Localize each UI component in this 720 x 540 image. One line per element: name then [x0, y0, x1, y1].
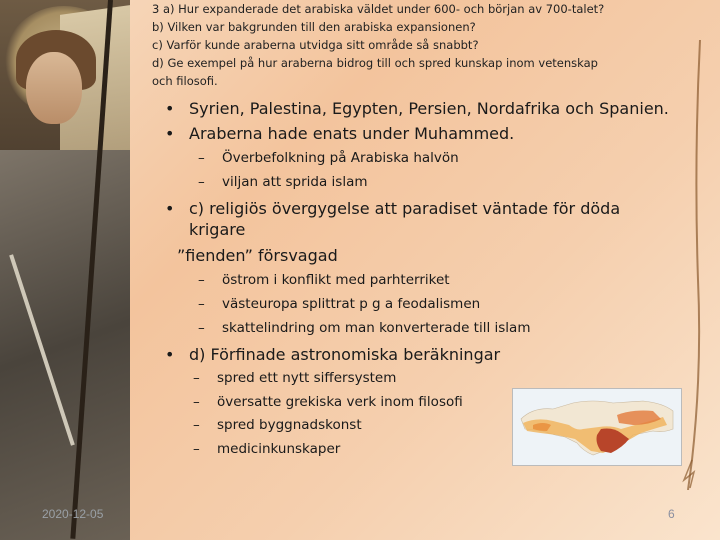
- painting-face: [26, 52, 82, 124]
- bullet-d-text: d) Förfinade astronomiska beräkningar: [189, 345, 501, 364]
- sub-text: västeuropa splittrat p g a feodalismen: [222, 296, 481, 312]
- sub-text: spred ett nytt siffersystem: [217, 370, 397, 386]
- painting-armor: [0, 150, 130, 540]
- dash-marker: –: [198, 174, 205, 190]
- sub-text: viljan att sprida islam: [222, 174, 368, 190]
- sub-text: östrom i konflikt med parhterriket: [222, 272, 450, 288]
- bullet-b: [165, 124, 514, 143]
- question-line: d) Ge exempel på hur araberna bidrog till och spred kunskap inom vetenskap: [152, 56, 598, 70]
- footer-date: 2020-12-05: [42, 507, 104, 521]
- dash-marker: –: [198, 272, 205, 288]
- bullet-b-sub-1: [198, 150, 459, 166]
- dash-marker: –: [193, 417, 200, 433]
- bullet-c-line2: krigare: [189, 220, 246, 239]
- map-graphic: [513, 389, 681, 465]
- question-text: [152, 0, 672, 90]
- question-line: 3 a) Hur expanderade det arabiska väldet under 600- och början av 700-talet?: [152, 2, 605, 16]
- bullet-c-text: c) religiös övergygelse att paradiset väntade för döda: [189, 199, 621, 218]
- bullet-c-line3: ”fienden” försvagad: [177, 246, 338, 265]
- question-line: b) Vilken var bakgrunden till den arabiska expansionen?: [152, 20, 476, 34]
- bullet-marker: •: [165, 99, 175, 118]
- dash-marker: –: [198, 296, 205, 312]
- joan-of-arc-painting: [0, 0, 130, 540]
- question-line: c) Varför kunde araberna utvidga sitt område så snabbt?: [152, 38, 479, 52]
- bullet-d-sub-4: [193, 441, 340, 457]
- bullet-c-sub-3: [198, 320, 530, 336]
- bullet-d-sub-1: [193, 370, 396, 386]
- sub-text: medicinkunskaper: [217, 441, 341, 457]
- bullet-c-sub-2: [198, 296, 480, 312]
- bullet-marker: •: [165, 199, 175, 218]
- sub-text: Överbefolkning på Arabiska halvön: [222, 150, 459, 166]
- question-line: och filosofi.: [152, 74, 218, 88]
- bullet-a: [165, 99, 669, 118]
- decorative-stroke: [680, 40, 710, 490]
- dash-marker: –: [193, 370, 200, 386]
- sub-text: spred byggnadskonst: [217, 417, 362, 433]
- bullet-d-sub-2: [193, 394, 463, 410]
- bullet-d: [165, 345, 500, 364]
- bullet-b-sub-2: [198, 174, 368, 190]
- arab-expansion-map: [512, 388, 682, 466]
- dash-marker: –: [198, 320, 205, 336]
- dash-marker: –: [198, 150, 205, 166]
- bullet-a-text: Syrien, Palestina, Egypten, Persien, Nordafrika och Spanien.: [189, 99, 669, 118]
- page-number: 6: [668, 507, 675, 521]
- sub-text: översatte grekiska verk inom filosofi: [217, 394, 463, 410]
- bullet-marker: •: [165, 345, 175, 364]
- bullet-c: [165, 199, 620, 218]
- bullet-d-sub-3: [193, 417, 362, 433]
- bullet-c-sub-1: [198, 272, 450, 288]
- bullet-b-text: Araberna hade enats under Muhammed.: [189, 124, 515, 143]
- sub-text: skattelindring om man konverterade till islam: [222, 320, 531, 336]
- bullet-marker: •: [165, 124, 175, 143]
- dash-marker: –: [193, 441, 200, 457]
- dash-marker: –: [193, 394, 200, 410]
